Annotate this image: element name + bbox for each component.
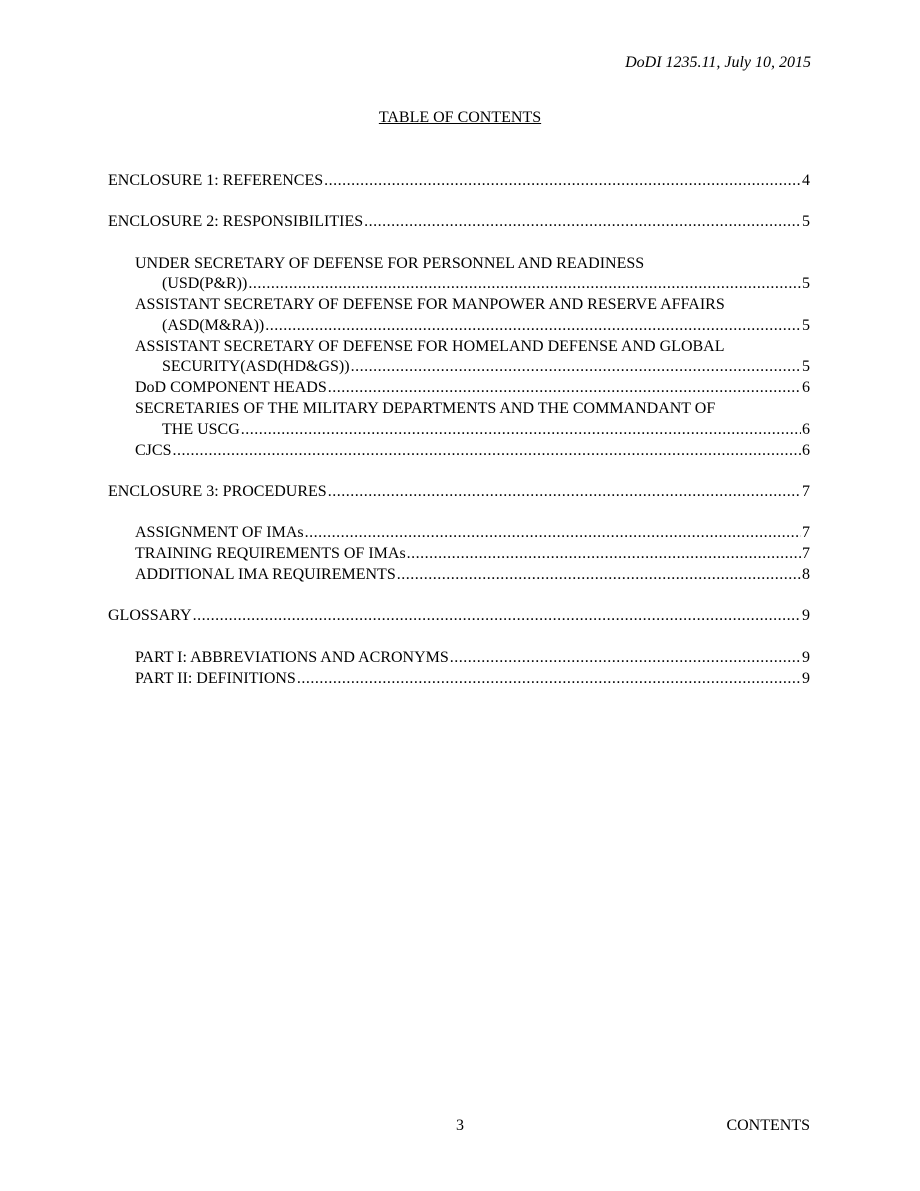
dot-leader bbox=[193, 606, 801, 626]
toc-entry-text: DoD COMPONENT HEADS bbox=[135, 379, 327, 396]
toc-page-number: 6 bbox=[802, 442, 810, 459]
dot-leader bbox=[297, 669, 801, 689]
dot-leader bbox=[172, 441, 801, 461]
dot-leader bbox=[305, 523, 801, 543]
toc-page-number: 9 bbox=[802, 649, 810, 666]
toc-entry-glossary[interactable] bbox=[108, 606, 810, 626]
toc-page-number: 5 bbox=[802, 317, 810, 334]
toc-entry-enclosure-3[interactable] bbox=[108, 482, 810, 502]
toc-page-number: 8 bbox=[802, 566, 810, 583]
toc-entry-text: ENCLOSURE 2: RESPONSIBILITIES bbox=[108, 213, 364, 230]
toc-page-number: 9 bbox=[802, 607, 810, 624]
toc-entry-text: THE USCG bbox=[162, 421, 240, 438]
toc-page-number: 5 bbox=[802, 358, 810, 375]
toc-entry-part-2[interactable] bbox=[135, 669, 810, 689]
toc-entry-secmil[interactable] bbox=[162, 420, 810, 440]
toc-entry-usdpr-line1[interactable]: UNDER SECRETARY OF DEFENSE FOR PERSONNEL AND READINESS bbox=[135, 255, 645, 272]
toc-entry-usdpr[interactable] bbox=[162, 274, 810, 294]
toc-entry-text: PART I: ABBREVIATIONS AND ACRONYMS bbox=[135, 649, 449, 666]
dot-leader bbox=[248, 274, 801, 294]
toc-entry-text: SECURITY(ASD(HD&GS)) bbox=[162, 358, 350, 375]
toc-entry-text: ENCLOSURE 1: REFERENCES bbox=[108, 172, 324, 189]
toc-page-number: 5 bbox=[802, 275, 810, 292]
dot-leader bbox=[397, 565, 801, 585]
toc-entry-text: ADDITIONAL IMA REQUIREMENTS bbox=[135, 566, 396, 583]
toc-page-number: 9 bbox=[802, 670, 810, 687]
toc-entry-additional[interactable] bbox=[135, 565, 810, 585]
toc-entry-text: GLOSSARY bbox=[108, 607, 192, 624]
toc-page-number: 7 bbox=[802, 524, 810, 541]
toc-entry-asdhd-line1[interactable]: ASSISTANT SECRETARY OF DEFENSE FOR HOMELAND DEFENSE AND GLOBAL bbox=[135, 338, 725, 355]
toc-title: TABLE OF CONTENTS bbox=[378, 109, 542, 126]
toc-entry-text: PART II: DEFINITIONS bbox=[135, 670, 296, 687]
toc-entry-text: TRAINING REQUIREMENTS OF IMAs bbox=[135, 545, 406, 562]
toc-entry-text: ENCLOSURE 3: PROCEDURES bbox=[108, 483, 327, 500]
dot-leader bbox=[407, 544, 801, 564]
toc-entry-text: (ASD(M&RA)) bbox=[162, 317, 265, 334]
toc-entry-secmil-line1[interactable]: SECRETARIES OF THE MILITARY DEPARTMENTS AND THE COMMANDANT OF bbox=[135, 400, 716, 417]
toc-entry-enclosure-2[interactable] bbox=[108, 212, 810, 232]
toc-entry-asdhd[interactable] bbox=[162, 357, 810, 377]
footer-page-number: 3 bbox=[456, 1117, 464, 1134]
toc-entry-text: CJCS bbox=[135, 442, 172, 459]
toc-entry-cjcs[interactable] bbox=[135, 441, 810, 461]
dot-leader bbox=[328, 482, 801, 502]
dot-leader bbox=[265, 316, 801, 336]
dot-leader bbox=[241, 420, 801, 440]
dot-leader bbox=[364, 212, 801, 232]
toc-entry-assignment[interactable] bbox=[135, 523, 810, 543]
toc-entry-text: ASSIGNMENT OF IMAs bbox=[135, 524, 304, 541]
toc-page-number: 5 bbox=[802, 213, 810, 230]
dot-leader bbox=[324, 171, 801, 191]
toc-entry-training[interactable] bbox=[135, 544, 810, 564]
toc-entry-part-1[interactable] bbox=[135, 648, 810, 668]
dot-leader bbox=[328, 378, 801, 398]
dot-leader bbox=[450, 648, 801, 668]
document-header: DoDI 1235.11, July 10, 2015 bbox=[625, 54, 811, 71]
toc-page-number: 6 bbox=[802, 421, 810, 438]
toc-entry-text: (USD(P&R)) bbox=[162, 275, 248, 292]
dot-leader bbox=[351, 357, 801, 377]
footer-section-label: CONTENTS bbox=[726, 1117, 810, 1134]
toc-entry-asdmra-line1[interactable]: ASSISTANT SECRETARY OF DEFENSE FOR MANPOWER AND RESERVE AFFAIRS bbox=[135, 296, 725, 313]
toc-page-number: 7 bbox=[802, 483, 810, 500]
toc-entry-asdmra[interactable] bbox=[162, 316, 810, 336]
toc-entry-enclosure-1[interactable] bbox=[108, 171, 810, 191]
toc-page-number: 6 bbox=[802, 379, 810, 396]
toc-page-number: 7 bbox=[802, 545, 810, 562]
toc-page-number: 4 bbox=[802, 172, 810, 189]
toc-entry-dod-component-heads[interactable] bbox=[135, 378, 810, 398]
